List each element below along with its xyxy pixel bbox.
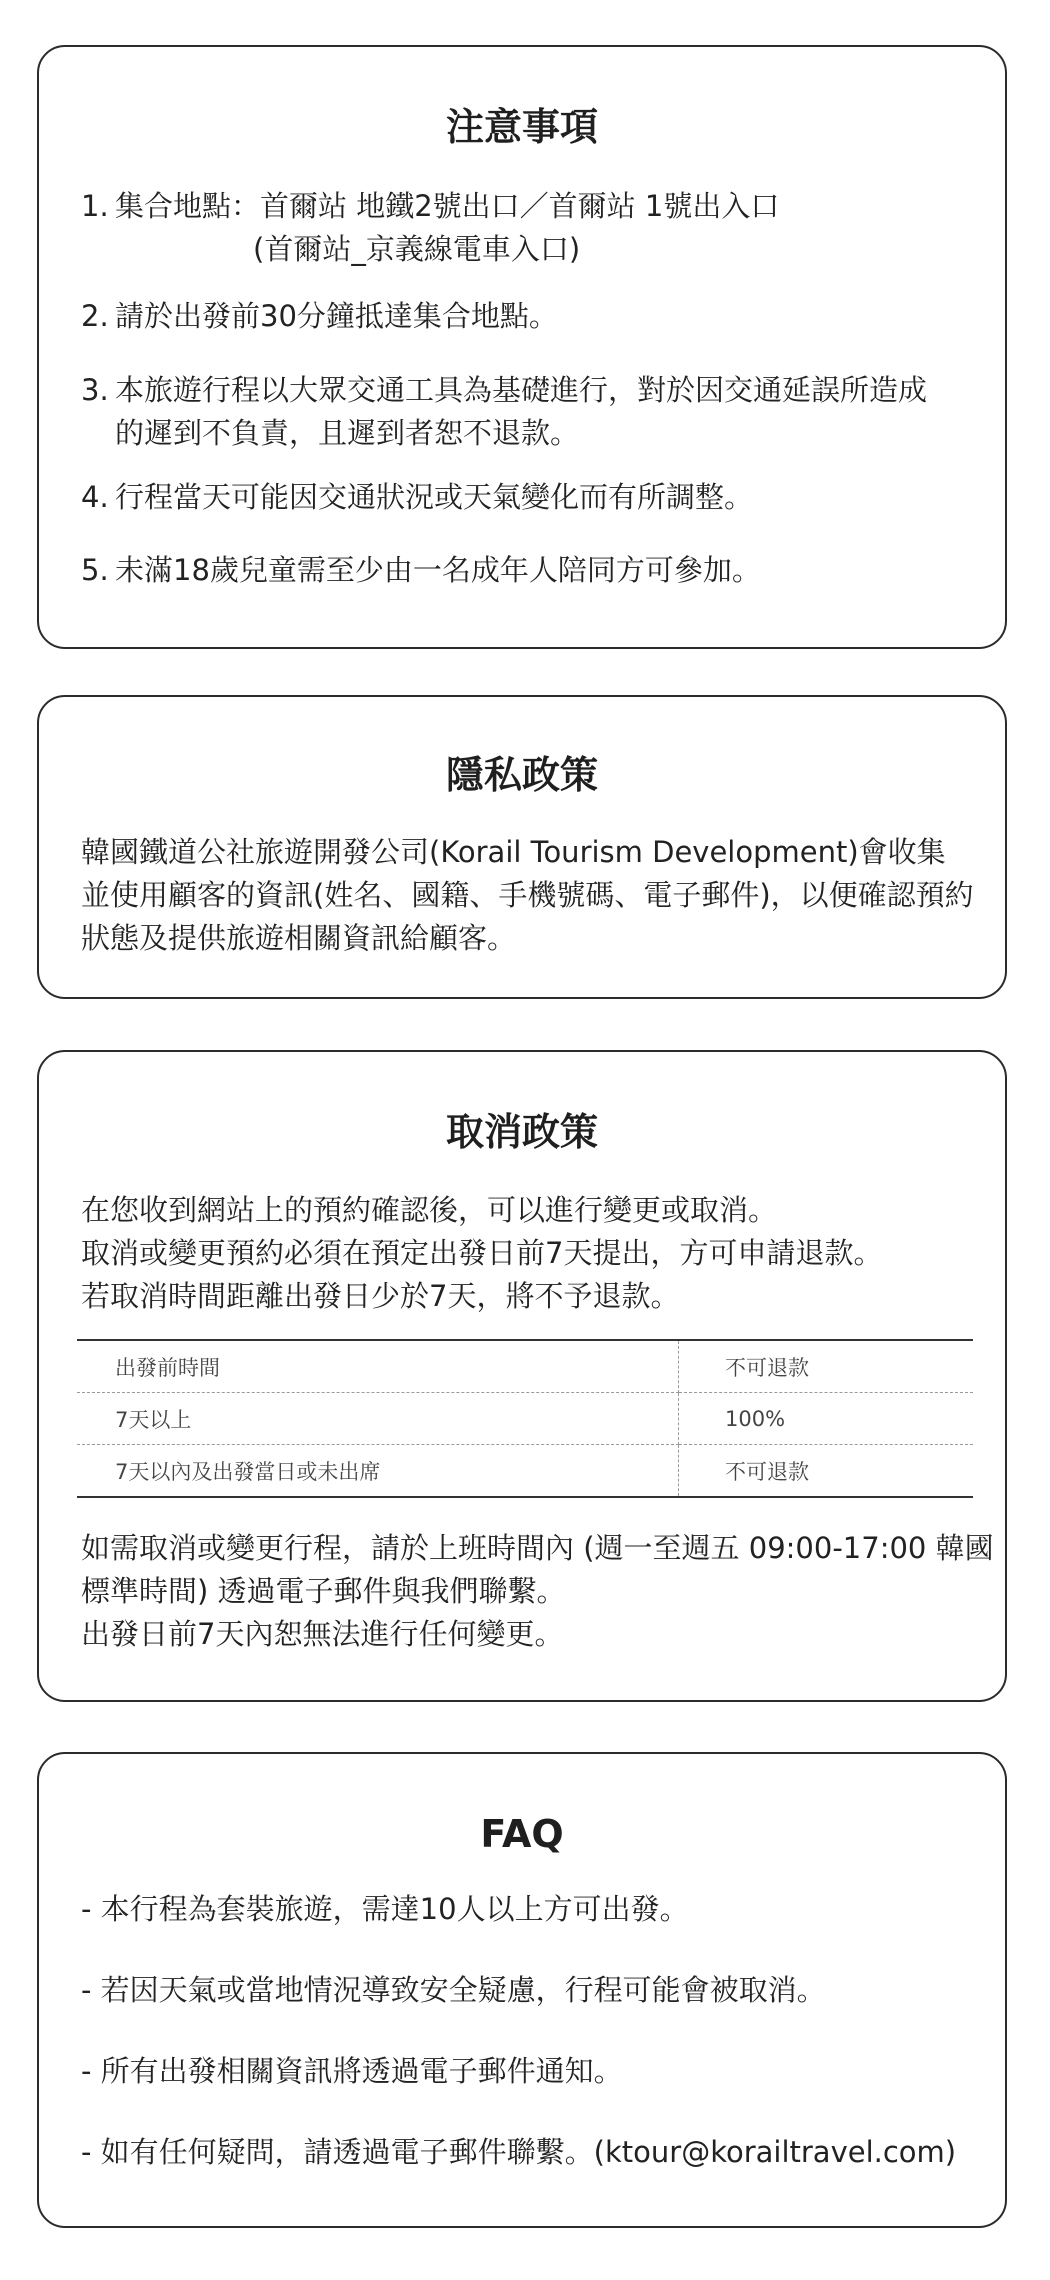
notice-item bbox=[81, 295, 981, 338]
refund-table-cell: 100% bbox=[679, 1393, 974, 1445]
faq-card bbox=[37, 1752, 1007, 2228]
privacy-title: 隱私政策 bbox=[445, 753, 598, 797]
notice-item-line: (首爾站_京義線電車入口) bbox=[253, 232, 581, 266]
notice-item-number: 1. bbox=[81, 189, 109, 223]
notice-item-line: 本旅遊行程以大眾交通工具為基礎進行，對於因交通延誤所造成 bbox=[115, 373, 928, 407]
notice-item-number: 4. bbox=[81, 480, 109, 514]
notice-title: 注意事項 bbox=[445, 105, 598, 149]
refund-table-cell: 7天以上 bbox=[77, 1393, 679, 1445]
faq-item: - 若因天氣或當地情況導致安全疑慮，行程可能會被取消。 bbox=[81, 1973, 826, 2007]
notice-item bbox=[81, 476, 981, 519]
cancel-footer bbox=[81, 1527, 994, 1656]
refund-table-cell: 不可退款 bbox=[679, 1340, 974, 1393]
refund-table-row bbox=[77, 1393, 973, 1445]
notice-item-number: 2. bbox=[81, 299, 109, 333]
refund-table-cell: 7天以內及出發當日或未出席 bbox=[77, 1445, 679, 1498]
notice-item-line: 的遲到不負責，且遲到者恕不退款。 bbox=[115, 416, 580, 450]
faq-item: - 如有任何疑問，請透過電子郵件聯繫。(ktour@korailtravel.com) bbox=[81, 2135, 957, 2169]
cancel-policy-card bbox=[37, 1050, 1007, 1702]
refund-table-row bbox=[77, 1445, 973, 1498]
notice-card bbox=[37, 45, 1007, 649]
cancel-intro-line: 在您收到網站上的預約確認後，可以進行變更或取消。 bbox=[81, 1193, 778, 1227]
notice-item-number: 5. bbox=[81, 553, 109, 587]
cancel-intro-line: 若取消時間距離出發日少於7天，將不予退款。 bbox=[81, 1279, 680, 1313]
notice-item-text bbox=[115, 549, 981, 592]
cancel-intro-line: 取消或變更預約必須在預定出發日前7天提出，方可申請退款。 bbox=[81, 1236, 883, 1270]
notice-item-number: 3. bbox=[81, 373, 109, 407]
notice-item-line: 請於出發前30分鐘抵達集合地點。 bbox=[115, 299, 558, 333]
notice-item-text bbox=[115, 295, 981, 338]
privacy-card bbox=[37, 695, 1007, 999]
faq-item: - 所有出發相關資訊將透過電子郵件通知。 bbox=[81, 2054, 623, 2088]
notice-item bbox=[81, 185, 981, 271]
notice-item-text bbox=[115, 369, 981, 455]
faq-title: FAQ bbox=[480, 1812, 564, 1856]
cancel-footer-line: 標準時間) 透過電子郵件與我們聯繫。 bbox=[81, 1574, 566, 1608]
privacy-paragraph bbox=[81, 831, 991, 960]
cancel-footer-line: 出發日前7天內恕無法進行任何變更。 bbox=[81, 1617, 564, 1651]
notice-item-text bbox=[115, 185, 981, 271]
faq-item: - 本行程為套裝旅遊，需達10人以上方可出發。 bbox=[81, 1892, 689, 1926]
notice-item-text bbox=[115, 476, 981, 519]
refund-table-header-row bbox=[77, 1340, 973, 1393]
privacy-line: 韓國鐵道公社旅遊開發公司(Korail Tourism Development)會收集 bbox=[81, 835, 946, 869]
refund-table-cell: 不可退款 bbox=[679, 1445, 974, 1498]
refund-table bbox=[77, 1339, 973, 1498]
privacy-line: 狀態及提供旅遊相關資訊給顧客。 bbox=[81, 921, 517, 955]
notice-item bbox=[81, 549, 981, 592]
notice-item bbox=[81, 369, 981, 455]
refund-table-cell: 出發前時間 bbox=[77, 1340, 679, 1393]
cancel-title: 取消政策 bbox=[445, 1110, 598, 1154]
notice-item-line: 集合地點：首爾站 地鐵2號出口／首爾站 1號出入口 bbox=[115, 189, 780, 223]
notice-item-line: 未滿18歲兒童需至少由一名成年人陪同方可參加。 bbox=[115, 553, 761, 587]
cancel-footer-line: 如需取消或變更行程，請於上班時間內 (週一至週五 09:00-17:00 韓國 bbox=[81, 1531, 994, 1565]
cancel-intro bbox=[81, 1189, 991, 1318]
notice-item-line: 行程當天可能因交通狀況或天氣變化而有所調整。 bbox=[115, 480, 754, 514]
privacy-line: 並使用顧客的資訊(姓名、國籍、手機號碼、電子郵件)，以便確認預約 bbox=[81, 878, 974, 912]
